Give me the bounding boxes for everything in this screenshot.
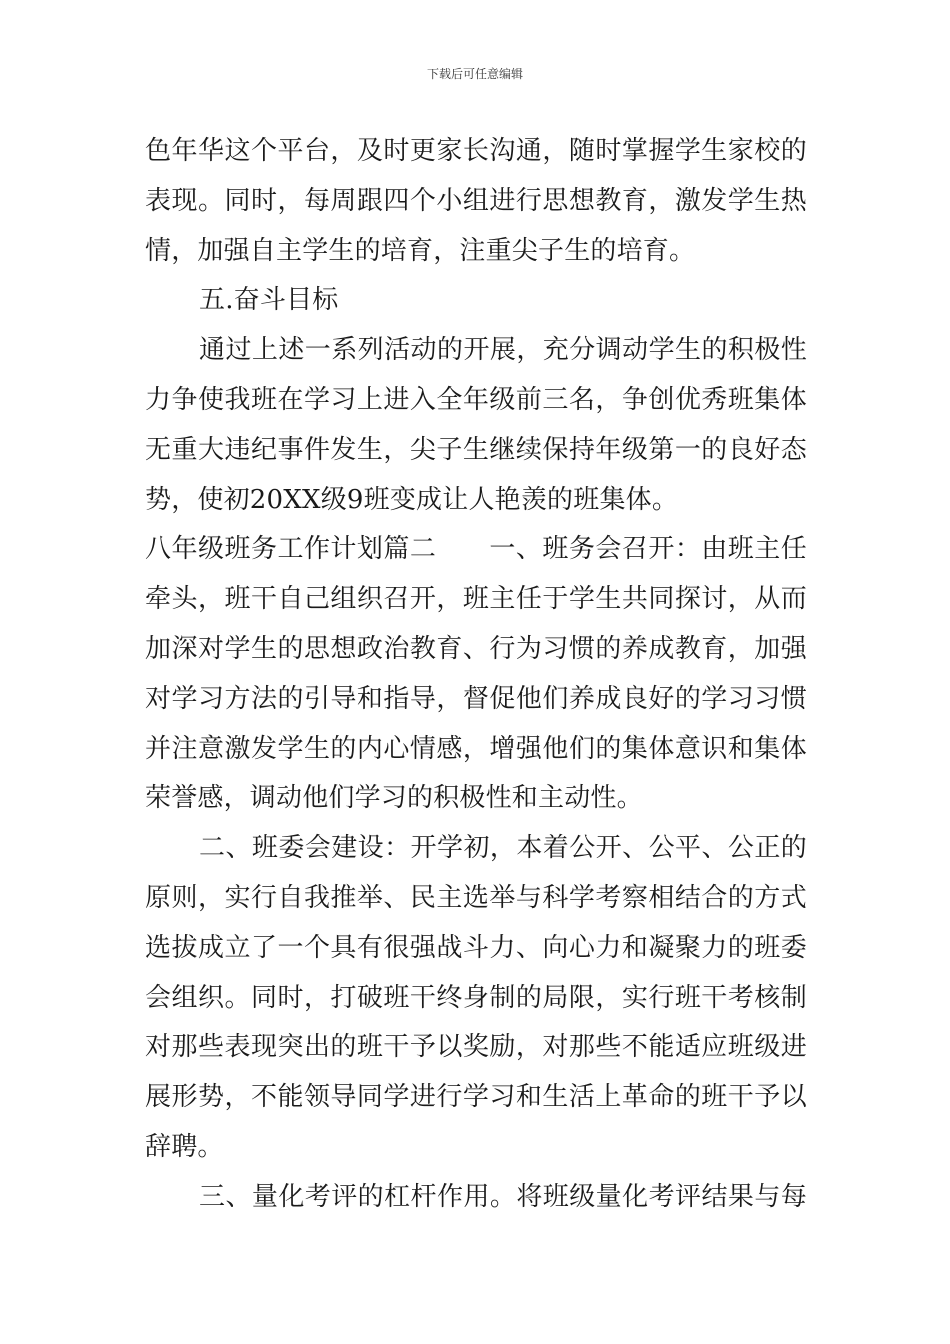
text-line: 八年级班务工作计划篇二 一、班务会召开：由班主任 bbox=[145, 534, 807, 565]
text-line: 选拔成立了一个具有很强战斗力、向心力和凝聚力的班委 bbox=[145, 932, 807, 963]
text-line: 辞聘。 bbox=[145, 1131, 224, 1162]
text-line: 牵头，班干自己组织召开，班主任于学生共同探讨，从而 bbox=[145, 584, 807, 615]
text-line: 力争使我班在学习上进入全年级前三名，争创优秀班集体 bbox=[145, 384, 807, 415]
page-header-note: 下载后可任意编辑 bbox=[426, 67, 523, 81]
text-line: 表现。同时，每周跟四个小组进行思想教育，激发学生热 bbox=[145, 185, 807, 216]
text-line: 荣誉感，调动他们学习的积极性和主动性。 bbox=[145, 783, 643, 814]
text-line: 五.奋斗目标 bbox=[199, 285, 339, 316]
text-line: 加深对学生的思想政治教育、行为习惯的养成教育，加强 bbox=[145, 633, 807, 664]
text-line: 二、班委会建设：开学初，本着公开、公平、公正的 bbox=[199, 833, 807, 864]
document-body bbox=[145, 127, 807, 1223]
text-line: 对那些表现突出的班干予以奖励，对那些不能适应班级进 bbox=[145, 1032, 807, 1063]
text-line: 并注意激发学生的内心情感，增强他们的集体意识和集体 bbox=[145, 733, 807, 764]
text-line: 原则，实行自我推举、民主选举与科学考察相结合的方式 bbox=[145, 882, 807, 913]
text-line: 三、量化考评的杠杆作用。将班级量化考评结果与每 bbox=[199, 1181, 807, 1212]
text-line: 会组织。同时，打破班干终身制的局限，实行班干考核制 bbox=[145, 982, 807, 1013]
text-line: 无重大违纪事件发生，尖子生继续保持年级第一的良好态 bbox=[145, 434, 807, 465]
text-line: 通过上述一系列活动的开展，充分调动学生的积极性 bbox=[199, 335, 807, 366]
text-line: 势，使初20XX级9班变成让人艳羡的班集体。 bbox=[145, 484, 679, 515]
text-line: 色年华这个平台，及时更家长沟通，随时掌握学生家校的 bbox=[145, 136, 807, 166]
text-line: 展形势，不能领导同学进行学习和生活上革命的班干予以 bbox=[145, 1082, 807, 1113]
text-line: 情，加强自主学生的培育，注重尖子生的培育。 bbox=[145, 235, 696, 266]
text-line: 对学习方法的引导和指导，督促他们养成良好的学习习惯 bbox=[145, 683, 807, 714]
